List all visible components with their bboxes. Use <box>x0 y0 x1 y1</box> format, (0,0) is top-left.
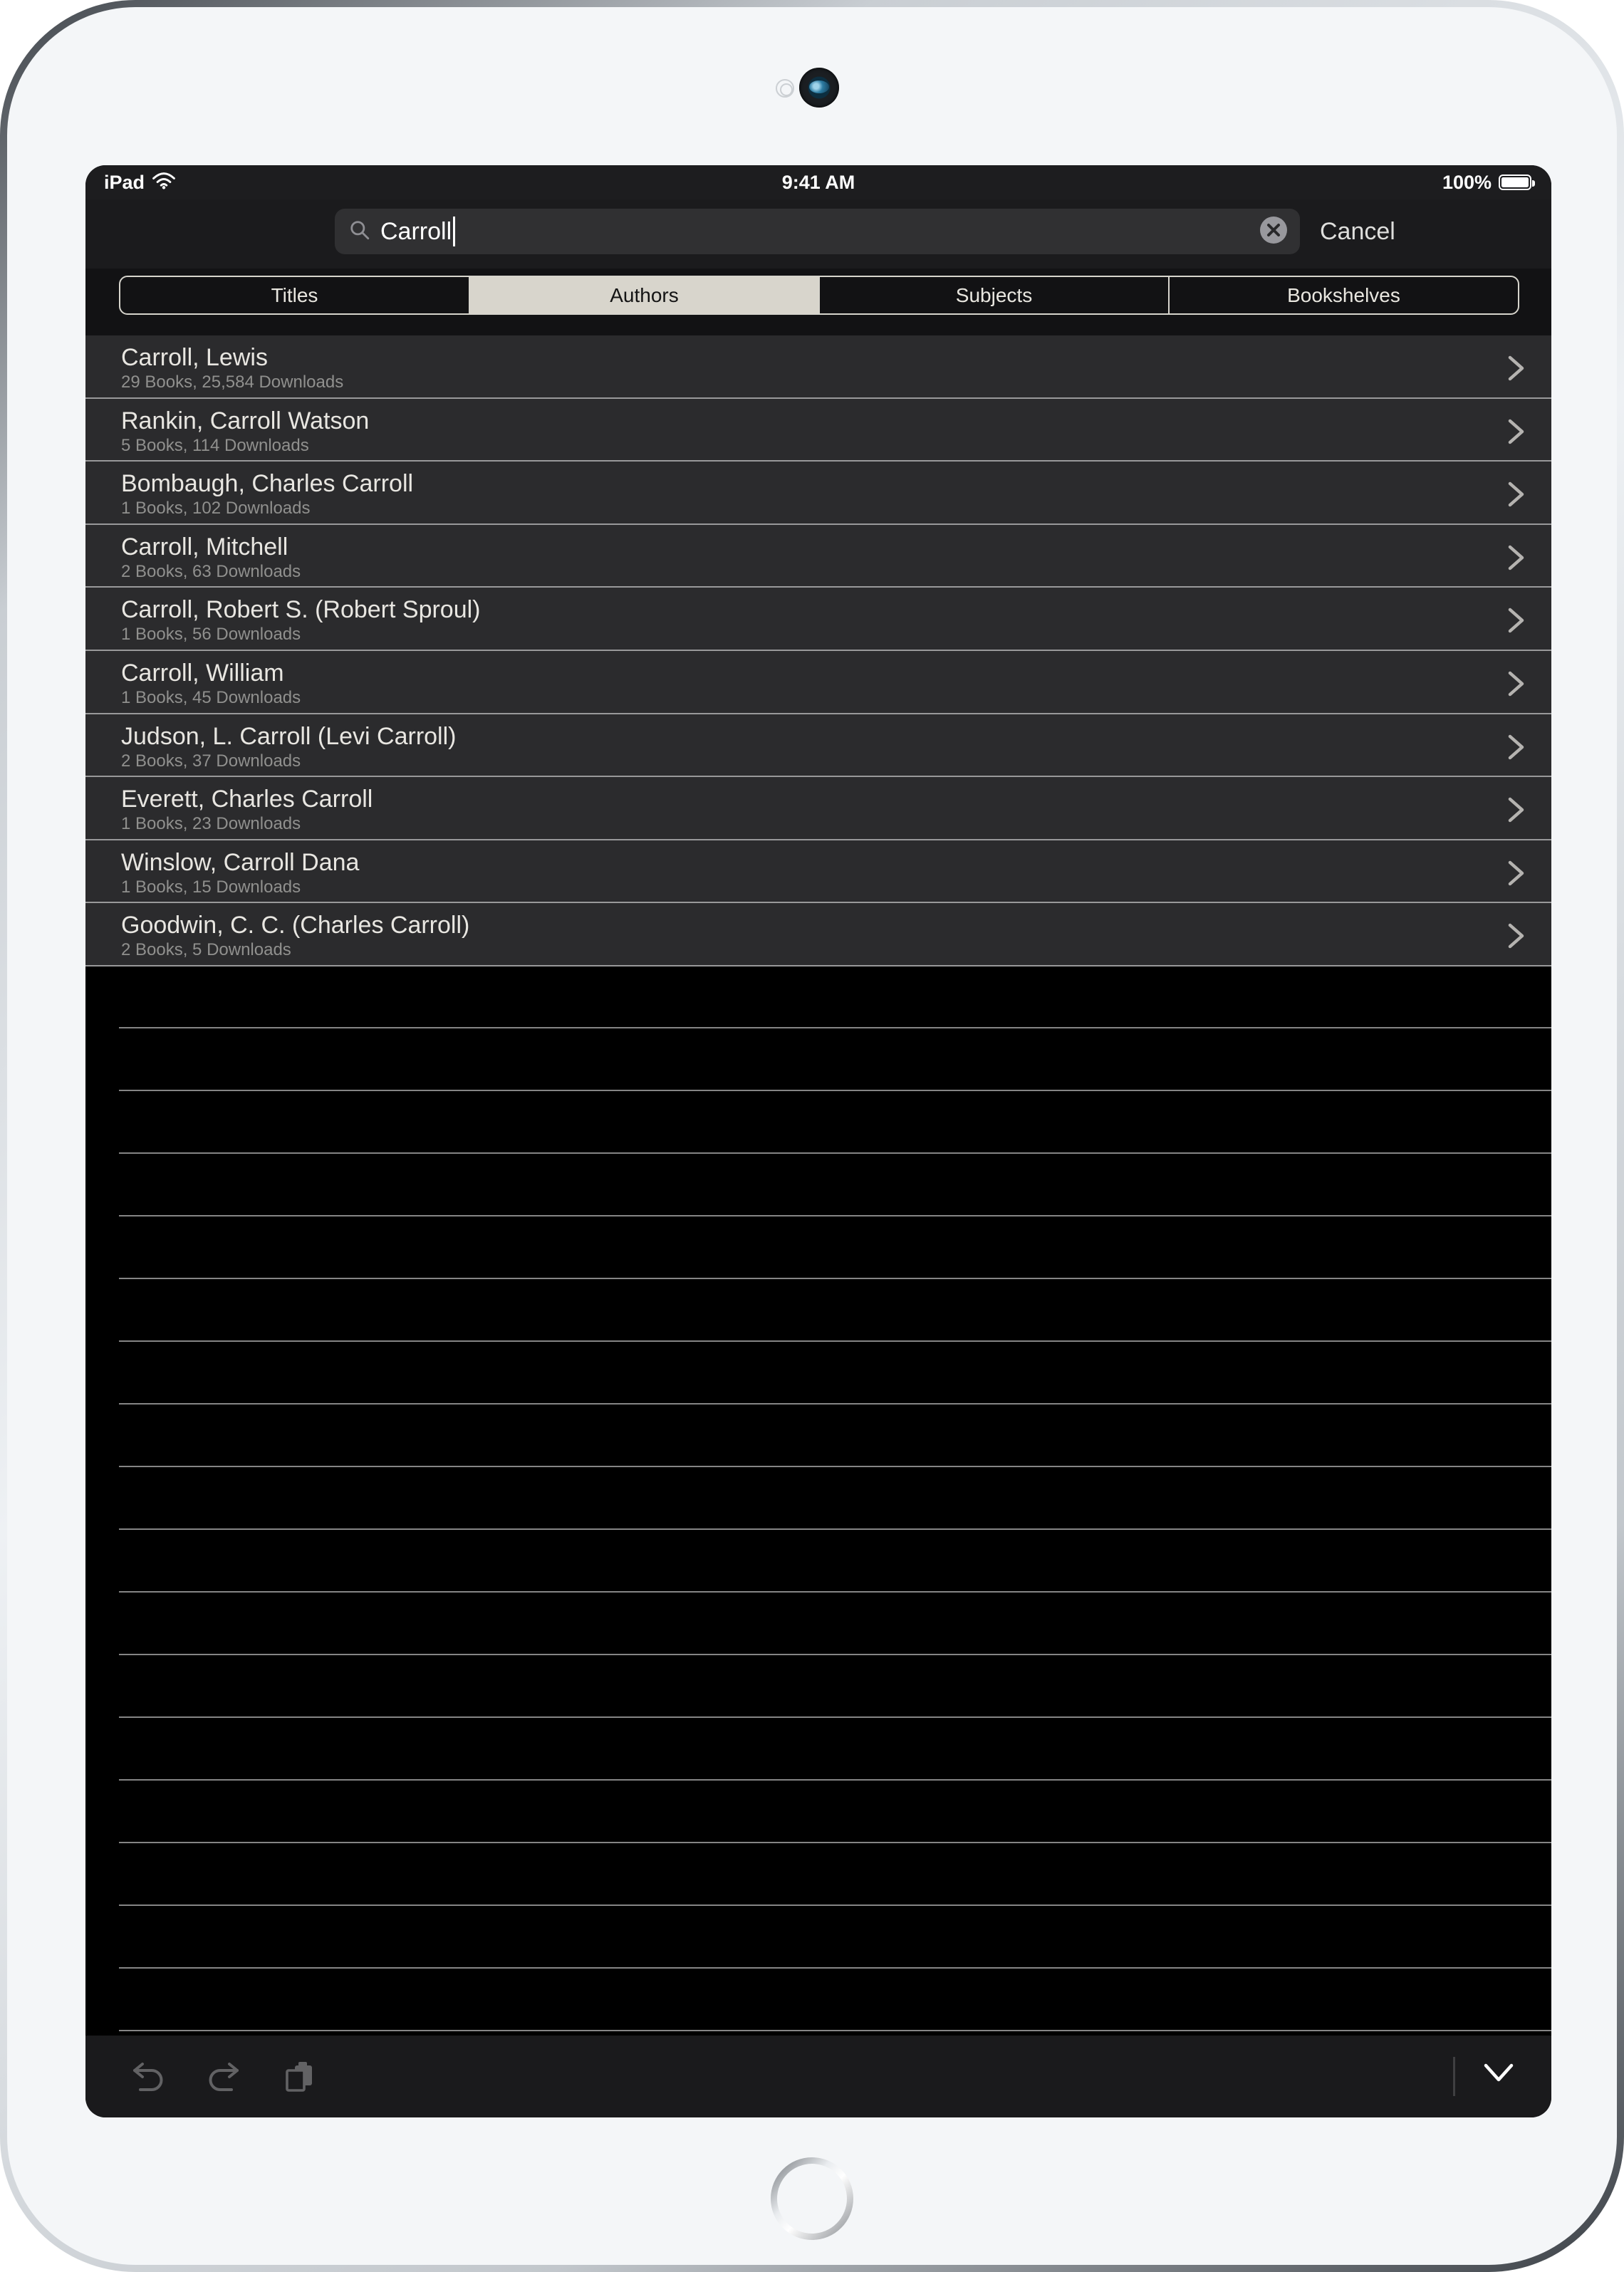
search-header <box>85 199 1551 269</box>
empty-row-separators <box>119 966 1551 2036</box>
author-meta: 1 Books, 56 Downloads <box>121 625 301 645</box>
author-name: Goodwin, C. C. (Charles Carroll) <box>121 912 470 939</box>
chevron-right-icon <box>1507 542 1526 577</box>
author-name: Winslow, Carroll Dana <box>121 848 360 876</box>
author-meta: 1 Books, 23 Downloads <box>121 814 301 834</box>
carrier-label: iPad <box>104 171 145 193</box>
paste-icon[interactable] <box>282 2060 316 2094</box>
search-icon <box>349 219 370 244</box>
battery-icon <box>1499 174 1531 190</box>
app-screen <box>85 165 1551 2117</box>
tab-subjects[interactable]: Subjects <box>820 277 1170 313</box>
author-result-row[interactable] <box>85 777 1551 840</box>
author-meta: 5 Books, 114 Downloads <box>121 435 309 455</box>
author-result-row[interactable] <box>85 525 1551 588</box>
ambient-sensor <box>776 79 794 98</box>
chevron-right-icon <box>1507 479 1526 514</box>
empty-table-area <box>85 966 1551 2036</box>
author-name: Carroll, Robert S. (Robert Sproul) <box>121 596 481 624</box>
redo-icon[interactable] <box>207 2060 241 2094</box>
author-name: Carroll, Lewis <box>121 344 268 371</box>
author-meta: 1 Books, 45 Downloads <box>121 687 301 707</box>
author-result-row[interactable] <box>85 462 1551 525</box>
author-name: Carroll, William <box>121 659 284 687</box>
author-result-row[interactable] <box>85 399 1551 462</box>
chevron-right-icon <box>1507 605 1526 640</box>
device-bezel <box>7 7 1617 2265</box>
author-result-row[interactable] <box>85 714 1551 778</box>
chevron-right-icon <box>1507 920 1526 955</box>
author-meta: 2 Books, 63 Downloads <box>121 561 301 581</box>
author-name: Everett, Charles Carroll <box>121 786 373 813</box>
author-result-row[interactable] <box>85 588 1551 651</box>
author-results-list <box>85 335 1551 966</box>
cancel-button[interactable]: Cancel <box>1320 217 1395 245</box>
author-result-row[interactable] <box>85 840 1551 904</box>
battery-percent: 100% <box>1442 171 1492 193</box>
author-name: Rankin, Carroll Watson <box>121 407 370 434</box>
clock: 9:41 AM <box>781 171 855 193</box>
toolbar-divider <box>1453 2057 1455 2096</box>
home-button[interactable] <box>771 2157 853 2240</box>
dismiss-keyboard-icon[interactable] <box>1479 2058 1519 2090</box>
text-caret <box>453 217 455 246</box>
tab-bookshelves[interactable]: Bookshelves <box>1287 283 1400 306</box>
author-meta: 29 Books, 25,584 Downloads <box>121 372 344 392</box>
author-meta: 2 Books, 37 Downloads <box>121 751 301 771</box>
tab-titles[interactable]: Titles <box>120 277 470 313</box>
author-name: Judson, L. Carroll (Levi Carroll) <box>121 722 457 750</box>
author-name: Carroll, Mitchell <box>121 533 288 561</box>
author-name: Bombaugh, Charles Carroll <box>121 470 414 498</box>
chevron-right-icon <box>1507 416 1526 451</box>
chevron-right-icon <box>1507 353 1526 387</box>
author-meta: 2 Books, 5 Downloads <box>121 940 291 960</box>
author-result-row[interactable] <box>85 903 1551 966</box>
author-result-row[interactable] <box>85 335 1551 399</box>
segmented-control <box>119 276 1519 315</box>
chevron-right-icon <box>1507 794 1526 829</box>
status-bar <box>85 165 1551 199</box>
author-result-row[interactable] <box>85 651 1551 714</box>
undo-icon[interactable] <box>131 2060 165 2094</box>
author-meta: 1 Books, 15 Downloads <box>121 877 301 897</box>
tabs-strip <box>85 269 1551 335</box>
keyboard-toolbar <box>85 2036 1551 2117</box>
chevron-right-icon <box>1507 731 1526 766</box>
clear-icon[interactable] <box>1259 215 1289 249</box>
search-value: Carroll <box>380 217 452 245</box>
chevron-right-icon <box>1507 858 1526 892</box>
search-input[interactable] <box>335 209 1300 254</box>
front-camera <box>799 68 839 108</box>
chevron-right-icon <box>1507 668 1526 703</box>
author-meta: 1 Books, 102 Downloads <box>121 499 311 519</box>
tab-authors[interactable]: Authors <box>470 277 820 313</box>
